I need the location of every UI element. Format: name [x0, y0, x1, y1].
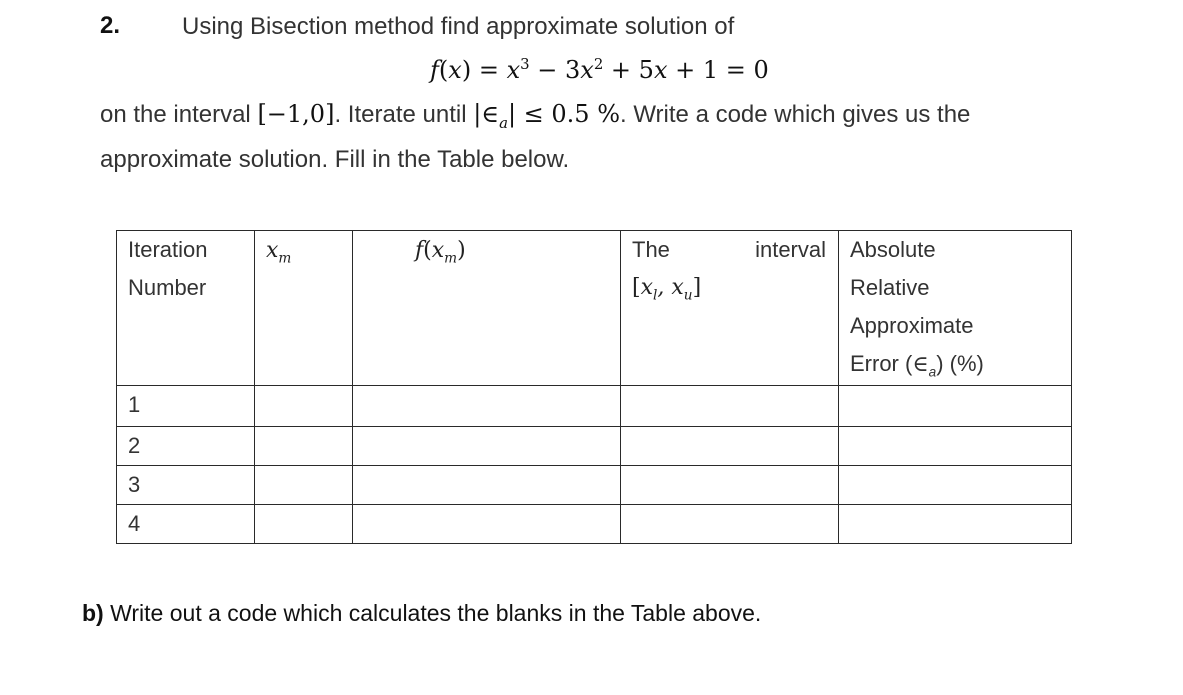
error-cell[interactable] — [839, 466, 1072, 505]
error-cell[interactable] — [839, 505, 1072, 544]
part-b-label: b) — [82, 600, 104, 626]
header-interval — [621, 231, 839, 386]
header-absolute-word: Absolute — [850, 237, 936, 262]
interval-symbol: [$x_l$, $x_u$] — [632, 275, 702, 304]
header-number-word: Number — [128, 275, 207, 300]
fxm-symbol: $f(x_m)$ — [415, 238, 466, 267]
error-cell[interactable] — [839, 386, 1072, 427]
table-row — [117, 466, 1072, 505]
xm-cell[interactable] — [255, 427, 353, 466]
equation: $f(x) = x^3 - 3x^2 + 5x + 1 = 0$ — [430, 55, 769, 84]
equation-rhs: $x^3 - 3x^2 + 5x + 1 = 0$ — [506, 55, 769, 84]
instruction-line-2: approximate solution. Fill in the Table below. — [100, 146, 570, 173]
header-xm — [255, 231, 353, 386]
row-number: 4 — [128, 511, 141, 536]
question-title: Using Bisection method find approximate solution of — [182, 13, 735, 40]
xm-cell[interactable] — [255, 505, 353, 544]
row-number: 1 — [128, 392, 141, 417]
header-fxm — [353, 231, 621, 386]
part-b-text: Write out a code which calculates the blanks in the Table above. — [103, 600, 762, 626]
interval-text: [−1,0] — [257, 100, 335, 128]
xm-symbol: $x_m$ — [266, 238, 292, 267]
header-approximate-word: Approximate — [850, 313, 974, 338]
header-error-word: Error $(\in_a)$ (%) — [850, 351, 984, 380]
table-header-row — [117, 231, 1072, 386]
row-number-cell — [117, 386, 255, 427]
part-b-instruction — [82, 600, 761, 627]
fxm-cell[interactable] — [353, 427, 621, 466]
table-row — [117, 427, 1072, 466]
xm-cell[interactable] — [255, 466, 353, 505]
row-number-cell — [117, 505, 255, 544]
header-relative-word: Relative — [850, 275, 930, 300]
row-number-cell — [117, 427, 255, 466]
line1-suffix: . Write a code which gives us the — [620, 101, 971, 128]
instruction-line-1 — [100, 100, 971, 132]
interval-header-words — [632, 231, 838, 269]
header-the-word: The — [632, 237, 670, 262]
table-row — [117, 505, 1072, 544]
header-iteration-word: Iteration — [128, 237, 208, 262]
question-number: 2. — [100, 12, 121, 39]
fxm-cell[interactable] — [353, 505, 621, 544]
row-number-cell — [117, 466, 255, 505]
header-iteration-number — [117, 231, 255, 386]
line1-middle: . Iterate until — [334, 101, 474, 128]
row-number: 3 — [128, 472, 141, 497]
interval-cell[interactable] — [621, 386, 839, 427]
interval-cell[interactable] — [621, 427, 839, 466]
header-interval-word: interval — [755, 237, 826, 262]
fxm-cell[interactable] — [353, 466, 621, 505]
xm-cell[interactable] — [255, 386, 353, 427]
row-number: 2 — [128, 433, 141, 458]
interval-cell[interactable] — [621, 466, 839, 505]
interval-cell[interactable] — [621, 505, 839, 544]
table-row — [117, 386, 1072, 427]
line1-prefix: on the interval — [100, 101, 258, 128]
error-cell[interactable] — [839, 427, 1072, 466]
fxm-cell[interactable] — [353, 386, 621, 427]
header-error — [839, 231, 1072, 386]
stopping-criterion: $|\in_a| \le 0.5$ % — [473, 100, 620, 132]
equation-lhs: f(x) — [430, 56, 472, 84]
iteration-table — [116, 230, 1072, 544]
